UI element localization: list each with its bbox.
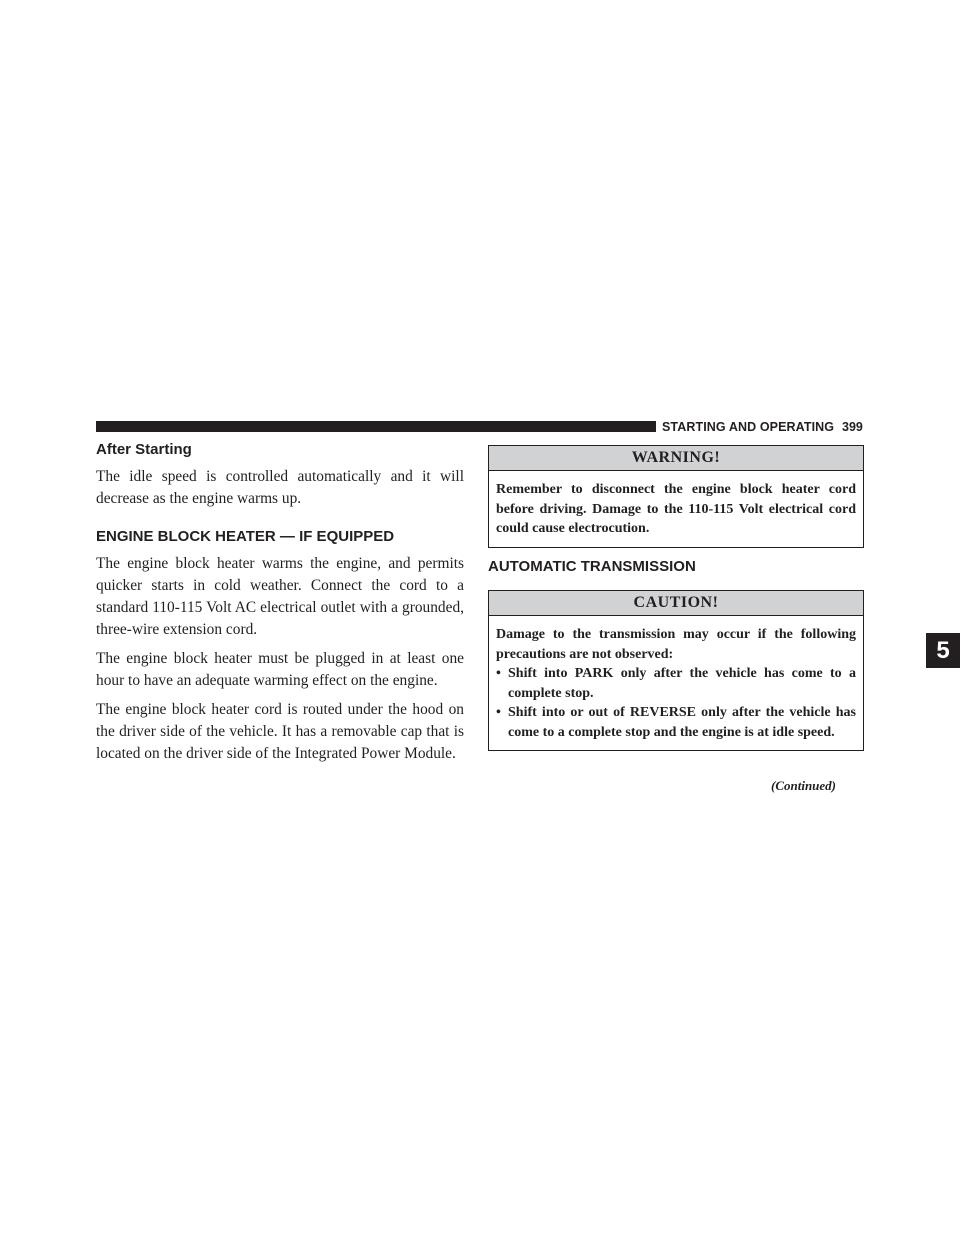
caution-bullet [496,664,856,703]
header-rule [96,421,656,432]
caution-title: CAUTION! [489,591,863,616]
block-heater-paragraph: The engine block heater must be plugged in at least one hour to have an adequate warming effect on the engine. [96,650,464,689]
block-heater-paragraph: The engine block heater cord is routed under the hood on the driver side of the vehicle. It has a removable cap that is located on the driver side of the Integrated Power Module. [96,701,464,762]
caution-box [488,590,864,751]
caution-bullet-text: Shift into or out of REVERSE only after the vehicle has come to a complete stop and the engine is at idle speed. [508,705,856,740]
page-number: 399 [842,420,863,434]
caution-bullet-text: Shift into PARK only after the vehicle has come to a complete stop. [508,666,856,701]
caution-bullet [496,703,856,742]
warning-body [489,471,863,547]
block-heater-paragraph: The engine block heater warms the engine, and permits quicker starts in cold weather. Connect the cord to a standard 110-115 Volt AC electrical outlet with a grounded, three-wire extension cord. [96,555,464,638]
warning-title: WARNING! [489,446,863,471]
left-column [96,440,464,772]
chapter-tab: 5 [926,633,960,668]
right-column [488,445,864,548]
bullet-dot-icon: • [496,705,501,720]
after-starting-heading: After Starting [96,441,192,458]
warning-box [488,445,864,548]
caution-intro: Damage to the transmission may occur if the following precautions are not observed: [496,627,856,662]
running-header-title: STARTING AND OPERATING [662,420,835,434]
block-heater-heading: ENGINE BLOCK HEATER — IF EQUIPPED [96,528,395,545]
caution-body [489,616,863,750]
warning-text: Remember to disconnect the engine block heater cord before driving. Damage to the 110-115 Volt electrical cord could cause electrocution. [496,482,856,536]
bullet-dot-icon: • [496,666,501,681]
automatic-transmission-heading: AUTOMATIC TRANSMISSION [488,558,696,575]
continued-label: (Continued) [771,778,837,793]
after-starting-text: The idle speed is controlled automatically and it will decrease as the engine warms up. [96,468,464,507]
